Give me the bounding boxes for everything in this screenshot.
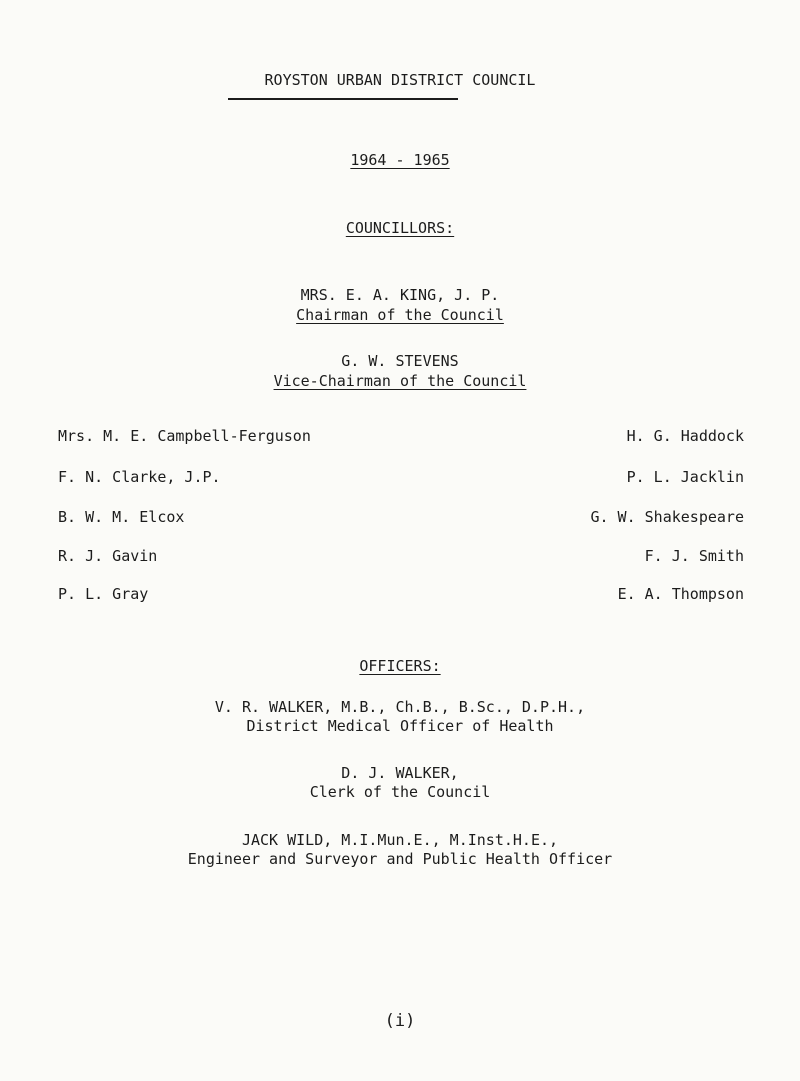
vice-chairman-name: G. W. STEVENS (341, 352, 459, 370)
page-number: (i) (384, 1011, 416, 1031)
councillor-left-3: B. W. M. Elcox (58, 508, 185, 526)
councillor-right-5: E. A. Thompson (617, 585, 744, 603)
officer-3-name: JACK WILD, M.I.Mun.E., M.Inst.H.E., (241, 831, 559, 849)
councillor-right-1: H. G. Haddock (626, 427, 744, 445)
chairman-name: MRS. E. A. KING, J. P. (300, 286, 500, 304)
councillor-right-3: G. W. Shakespeare (590, 508, 744, 526)
councillor-right-2: P. L. Jacklin (626, 468, 744, 486)
councillor-left-5: P. L. Gray (58, 585, 149, 603)
vice-chairman-role: Vice-Chairman of the Council (273, 372, 527, 390)
officer-1-role: District Medical Officer of Health (246, 717, 554, 735)
report-years: 1964 - 1965 (350, 151, 450, 169)
councillor-left-4: R. J. Gavin (58, 547, 158, 565)
councillor-left-1: Mrs. M. E. Campbell-Ferguson (58, 427, 311, 445)
chairman-role: Chairman of the Council (296, 306, 504, 324)
officer-1-name: V. R. WALKER, M.B., Ch.B., B.Sc., D.P.H., (214, 698, 586, 716)
officer-2-role: Clerk of the Council (309, 783, 491, 801)
title-rule (228, 98, 458, 100)
officer-2-name: D. J. WALKER, (341, 764, 459, 782)
councillors-heading: COUNCILLORS: (345, 219, 455, 237)
councillor-left-2: F. N. Clarke, J.P. (58, 468, 221, 486)
officers-heading: OFFICERS: (359, 657, 441, 675)
council-title: ROYSTON URBAN DISTRICT COUNCIL (264, 71, 536, 89)
councillor-right-4: F. J. Smith (644, 547, 744, 565)
officer-3-role: Engineer and Surveyor and Public Health Officer (187, 850, 613, 868)
